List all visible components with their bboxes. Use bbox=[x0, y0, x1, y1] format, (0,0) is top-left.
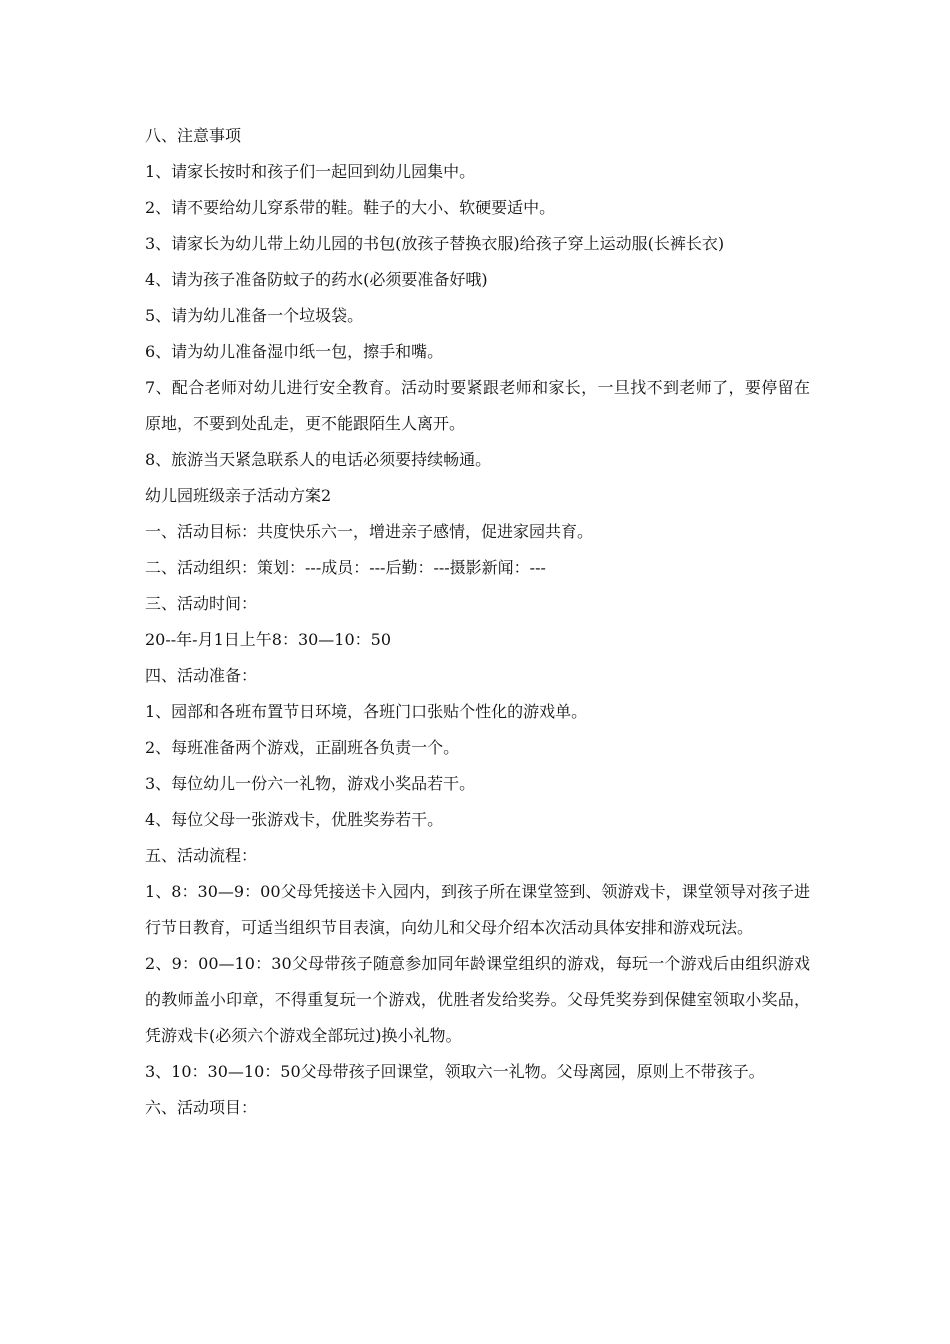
notes-item-2: 2、请不要给幼儿穿系带的鞋。鞋子的大小、软硬要适中。 bbox=[145, 198, 556, 217]
notes-item-7: 7、配合老师对幼儿进行安全教育。活动时要紧跟老师和家长，一旦找不到老师了，要停留在原地，不要到处乱走，更不能跟陌生人离开。 bbox=[145, 378, 810, 433]
preparation-item-1: 1、园部和各班布置节日环境，各班门口张贴个性化的游戏单。 bbox=[145, 702, 588, 721]
notes-item-1: 1、请家长按时和孩子们一起回到幼儿园集中。 bbox=[145, 162, 476, 181]
flow-item-3: 3、10：30—10：50父母带孩子回课堂，领取六一礼物。父母离园，原则上不带孩子。 bbox=[145, 1062, 765, 1081]
notes-item-6: 6、请为幼儿准备湿巾纸一包，擦手和嘴。 bbox=[145, 342, 444, 361]
activity-goal: 一、活动目标：共度快乐六一，增进亲子感情，促进家园共育。 bbox=[145, 522, 594, 541]
activity-organization: 二、活动组织：策划：---成员：---后勤：---摄影新闻：--- bbox=[145, 558, 546, 577]
notes-item-5: 5、请为幼儿准备一个垃圾袋。 bbox=[145, 306, 364, 325]
notes-item-8: 8、旅游当天紧急联系人的电话必须要持续畅通。 bbox=[145, 450, 492, 469]
activity-flow-heading: 五、活动流程： bbox=[145, 846, 258, 865]
preparation-item-3: 3、每位幼儿一份六一礼物，游戏小奖品若干。 bbox=[145, 774, 476, 793]
preparation-item-2: 2、每班准备两个游戏，正副班各负责一个。 bbox=[145, 738, 460, 757]
flow-item-1: 1、8：30—9：00父母凭接送卡入园内，到孩子所在课堂签到、领游戏卡，课堂领导对孩子进行节日教育，可适当组织节目表演，向幼儿和父母介绍本次活动具体安排和游戏玩法。 bbox=[145, 882, 810, 937]
section-heading-notes: 八、注意事项 bbox=[145, 126, 242, 145]
preparation-item-4: 4、每位父母一张游戏卡，优胜奖券若干。 bbox=[145, 810, 444, 829]
activity-preparation-heading: 四、活动准备： bbox=[145, 666, 258, 685]
activity-time-heading: 三、活动时间： bbox=[145, 594, 258, 613]
activity-projects-heading: 六、活动项目： bbox=[145, 1098, 258, 1117]
document-body bbox=[145, 118, 810, 1126]
flow-item-2: 2、9：00—10：30父母带孩子随意参加同年龄课堂组织的游戏，每玩一个游戏后由组织游戏的教师盖小印章，不得重复玩一个游戏，优胜者发给奖券。父母凭奖券到保健室领取小奖品，凭游戏卡(必须六个游戏全部玩过)换小礼物。 bbox=[145, 954, 810, 1045]
notes-item-3: 3、请家长为幼儿带上幼儿园的书包(放孩子替换衣服)给孩子穿上运动服(长裤长衣) bbox=[145, 234, 725, 253]
notes-item-4: 4、请为孩子准备防蚊子的药水(必须要准备好哦) bbox=[145, 270, 488, 289]
activity-time-value: 20--年-月1日上午8：30—10：50 bbox=[145, 630, 392, 649]
plan-2-title: 幼儿园班级亲子活动方案2 bbox=[145, 486, 332, 505]
